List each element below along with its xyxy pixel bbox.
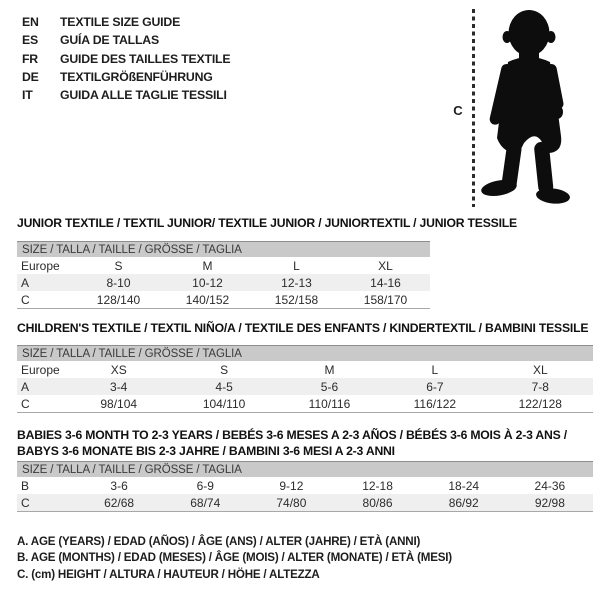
language-code: ES [22,33,39,48]
list-item [22,13,230,31]
list-item [22,86,230,104]
size-cell: M [202,258,213,273]
language-code: DE [22,69,39,84]
size-cell: XS [110,362,127,377]
size-cell: 86/92 [448,495,479,510]
table-row [17,494,593,512]
size-cell: 116/122 [413,396,457,411]
size-cell: L [431,362,439,377]
size-cell: 3-4 [110,379,128,394]
size-cell: M [324,362,335,377]
size-cell: 6-9 [196,478,214,493]
size-cell: 68/74 [190,495,221,510]
children-textile-section [17,321,593,413]
size-cell: 158/170 [363,292,408,307]
size-cell: 3-6 [110,478,128,493]
toddler-silhouette-icon [477,6,595,210]
size-cell: 140/152 [185,292,230,307]
size-cell: 74/80 [276,495,307,510]
size-cell: 12-13 [281,275,312,290]
guide-title-es: GUÍA DE TALLAS [60,33,159,48]
row-label: B [21,478,30,493]
size-cell: 4-5 [215,379,233,394]
size-cell: 24-36 [534,478,566,493]
size-cell: 9-12 [279,478,304,493]
babies-size-table [17,477,593,512]
language-code: EN [22,15,39,29]
junior-textile-section [17,216,517,309]
size-cell: XL [378,258,393,273]
footnote-age-years: A. AGE (YEARS) / EDAD (AÑOS) / ÂGE (ANS) / ALTER (JAHRE) / ETÀ (ANNI) [17,535,421,548]
row-label: A [21,379,30,394]
size-cell: L [293,258,300,273]
language-title-list [22,13,230,104]
toddler-silhouette-figure [477,6,595,210]
row-label: Europe [21,258,60,273]
size-cell: 152/158 [274,292,319,307]
size-cell: 6-7 [426,379,444,394]
guide-title-it: GUIDA ALLE TAGLIE TESSILI [60,88,227,103]
table-title-children: CHILDREN'S TEXTILE / TEXTIL NIÑO/A / TEXTILE DES ENFANTS / KINDERTEXTIL / BAMBINI TESSILE [17,321,589,335]
size-cell: 110/116 [308,396,351,411]
guide-title-fr: GUIDE DES TAILLES TEXTILE [60,51,231,66]
size-cell: 5-6 [320,379,339,394]
guide-title-de: TEXTILGRÖßENFÜHRUNG [60,69,213,84]
list-item [22,50,230,68]
babies-textile-section [17,427,593,512]
size-cell: 62/68 [104,495,135,510]
table-title-babies-line1: BABIES 3-6 MONTH TO 2-3 YEARS / BEBÉS 3-6 MESES A 2-3 AÑOS / BÉBÉS 3-6 MOIS À 2-3 ANS / [17,428,567,442]
table-row [17,361,593,378]
footnote-height-cm: C. (cm) HEIGHT / ALTURA / HAUTEUR / HÖHE / ALTEZZA [17,567,320,581]
size-header-bar: SIZE / TALLA / TAILLE / GRÖSSE / TAGLIA [17,461,593,477]
size-cell: 8-10 [106,275,131,290]
size-cell: S [114,258,123,273]
footnote-age-months: B. AGE (MONTHS) / EDAD (MESES) / ÂGE (MOIS) / ALTER (MONATE) / ETÀ (MESI) [17,551,452,565]
row-label: C [21,396,30,411]
size-cell: 12-18 [362,478,393,493]
size-cell: 128/140 [96,292,141,307]
size-cell: 18-24 [448,478,480,493]
row-label: C [21,495,30,510]
size-cell: 92/98 [534,495,565,510]
size-cell: 80/86 [362,495,393,510]
list-item [22,68,230,86]
table-row [17,291,430,309]
guide-title-en: TEXTILE SIZE GUIDE [60,15,181,29]
size-cell: 122/128 [518,396,562,411]
height-dashed-line [472,9,475,207]
table-row [17,395,593,413]
height-measure-label: C [453,103,463,118]
size-cell: 10-12 [192,275,223,290]
size-header-bar: SIZE / TALLA / TAILLE / GRÖSSE / TAGLIA [17,241,430,257]
size-cell: XL [532,362,548,377]
table-row [17,378,593,395]
size-cell: 7-8 [531,379,549,394]
size-cell: 104/110 [202,396,246,411]
children-size-table [17,361,593,413]
size-cell: S [220,362,229,377]
table-title-babies-line2: BABYS 3-6 MONATE BIS 2-3 JAHRE / BAMBINI 3-6 MESI A 2-3 ANNI [17,444,395,458]
row-label: A [21,275,30,290]
language-code: IT [22,88,33,103]
row-label: Europe [21,362,60,377]
row-label: C [21,292,30,307]
list-item [22,31,230,49]
table-row [17,477,593,494]
size-cell: 98/104 [100,396,138,411]
size-header-bar: SIZE / TALLA / TAILLE / GRÖSSE / TAGLIA [17,345,593,361]
size-cell: 14-16 [370,275,401,290]
junior-size-table [17,257,430,309]
table-row [17,257,430,274]
table-row [17,274,430,291]
table-title-junior: JUNIOR TEXTILE / TEXTIL JUNIOR/ TEXTILE JUNIOR / JUNIORTEXTIL / JUNIOR TESSILE [17,216,517,230]
language-code: FR [22,51,38,66]
footnote-legend [17,534,452,583]
